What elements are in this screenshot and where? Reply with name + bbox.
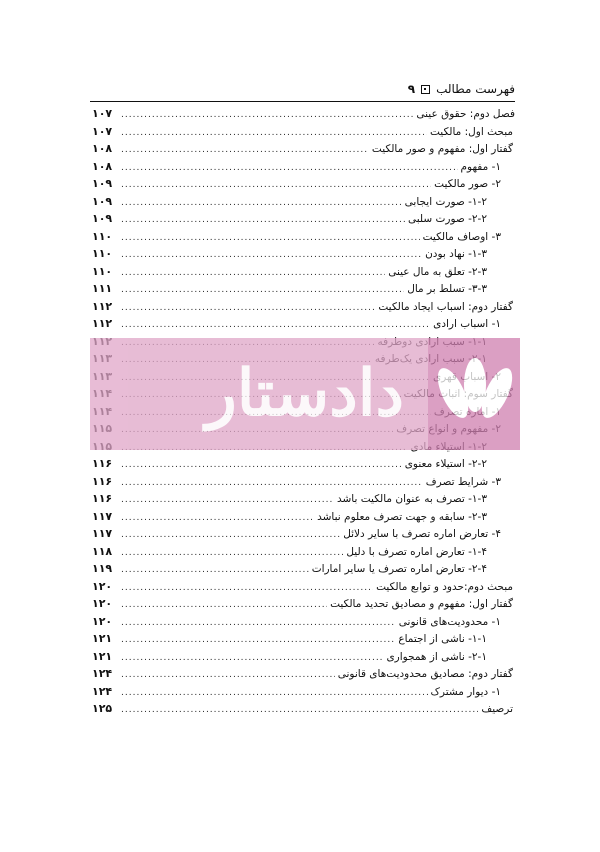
toc-leader-dots	[121, 580, 373, 598]
toc-entry-page: ۱۰۸	[92, 159, 113, 173]
toc-leader-dots	[121, 177, 431, 195]
toc-entry	[92, 490, 515, 508]
toc-entry-page: ۱۲۰	[92, 579, 113, 593]
toc-entry-page: ۱۰۹	[92, 194, 113, 208]
toc-entry-title: ۱-۴- تعارض اماره تصرف با دلیل	[346, 545, 487, 558]
toc-entry	[92, 210, 515, 228]
toc-entry-page: ۱۱۶	[92, 474, 113, 488]
toc-entry-title: ترصیف	[481, 703, 513, 715]
toc-entry	[92, 158, 515, 176]
toc-entry-title: ۱-۳- تصرف به عنوان مالکیت باشد	[336, 493, 487, 505]
toc-leader-dots	[121, 212, 405, 230]
toc-entry-title: ۱-۱- ناشی از اجتماع	[398, 633, 487, 645]
toc-entry-page: ۱۱۰	[92, 229, 113, 243]
publisher-watermark	[90, 338, 520, 450]
toc-entry-page: ۱۲۱	[92, 632, 113, 645]
toc-leader-dots	[121, 527, 340, 545]
toc-leader-dots	[121, 282, 404, 300]
toc-entry-page: ۱۱۶	[92, 457, 113, 470]
toc-entry-title: ۲-۲- صورت سلبی	[407, 213, 487, 225]
toc-leader-dots	[121, 562, 309, 580]
toc-entry-title: ۲-۳- سابقه و جهت تصرف معلوم نباشد	[317, 510, 487, 523]
header-rule	[90, 101, 515, 102]
toc-leader-dots	[121, 125, 427, 143]
toc-leader-dots	[121, 107, 413, 125]
toc-entry-page: ۱۲۴	[92, 684, 113, 698]
toc-entry-title: ۱- محدودیت‌های قانونی	[398, 615, 501, 628]
toc-leader-dots	[121, 475, 423, 493]
toc-leader-dots	[121, 492, 334, 510]
toc-entry-title: گفتار دوم: اسباب ایجاد مالکیت	[378, 300, 513, 313]
toc-entry	[92, 630, 515, 648]
toc-leader-dots	[121, 457, 402, 475]
toc-entry	[92, 105, 515, 123]
toc-entry-page: ۱۰۷	[92, 107, 113, 120]
toc-entry	[92, 665, 515, 683]
toc-entry-title: ۲-۴- تعارض اماره تصرف یا سایر امارات	[311, 563, 487, 575]
watermark-text: دادستار	[205, 356, 404, 431]
toc-leader-dots	[121, 265, 385, 283]
toc-entry	[92, 508, 515, 526]
page-header	[85, 78, 515, 100]
toc-entry-page: ۱۱۸	[92, 544, 113, 558]
toc-leader-dots	[121, 545, 343, 563]
toc-entry-title: ۳- شرایط تصرف	[425, 475, 501, 488]
toc-entry-page: ۱۱۷	[92, 509, 113, 523]
toc-entry-page: ۱۱۰	[92, 264, 113, 278]
toc-entry-page: ۱۱۲	[92, 317, 113, 330]
toc-entry	[92, 140, 515, 158]
toc-leader-dots	[121, 195, 402, 213]
toc-entry	[92, 245, 515, 263]
toc-entry-title: ۲-۱- ناشی از همجواری	[386, 650, 487, 663]
toc-entry	[92, 683, 515, 701]
toc-entry-page: ۱۰۹	[92, 177, 113, 190]
toc-entry-title: مبحث دوم:حدود و توابع مالکیت	[376, 580, 513, 593]
toc-entry-title: ۴- تعارض اماره تصرف با سایر دلائل	[343, 528, 501, 540]
toc-entry	[92, 578, 515, 596]
toc-leader-dots	[121, 685, 428, 703]
toc-entry	[92, 123, 515, 141]
toc-entry-page: ۱۲۰	[92, 597, 113, 610]
toc-entry-page: ۱۱۶	[92, 492, 113, 505]
toc-entry	[92, 298, 515, 316]
toc-entry-title: ۱-۳- نهاد بودن	[425, 248, 487, 260]
toc-entry-page: ۱۲۴	[92, 667, 113, 680]
toc-entry	[92, 595, 515, 613]
toc-leader-dots	[121, 615, 396, 633]
toc-entry	[92, 455, 515, 473]
toc-entry-page: ۱۰۹	[92, 212, 113, 225]
toc-entry-title: ۱- اسباب ارادی	[433, 318, 501, 330]
toc-entry	[92, 543, 515, 561]
toc-leader-dots	[121, 667, 335, 685]
toc-entry-page: ۱۱۰	[92, 247, 113, 260]
toc-entry-title: مبحث اول: مالکیت	[429, 125, 513, 138]
toc-entry	[92, 648, 515, 666]
header-title: فهرست مطالب	[436, 82, 515, 96]
toc-entry	[92, 473, 515, 491]
toc-entry	[92, 263, 515, 281]
toc-entry-title: ۲-۳- تعلق به مال عینی	[388, 265, 487, 278]
toc-entry-page: ۱۱۲	[92, 299, 113, 313]
toc-entry-title: ۱-۲- صورت ایجابی	[404, 195, 487, 208]
toc-entry-title: ۱- مفهوم	[460, 160, 501, 173]
toc-entry	[92, 193, 515, 211]
toc-entry-page: ۱۲۰	[92, 614, 113, 628]
watermark-logo	[428, 338, 520, 450]
toc-leader-dots	[121, 702, 478, 720]
toc-entry	[92, 228, 515, 246]
toc-entry-page: ۱۲۵	[92, 702, 113, 715]
toc-entry-title: ۳-۳- تسلط بر مال	[407, 283, 487, 295]
toc-entry-page: ۱۱۷	[92, 527, 113, 540]
toc-leader-dots	[121, 510, 314, 528]
toc-entry-page: ۱۰۸	[92, 142, 113, 155]
toc-leader-dots	[121, 230, 420, 248]
toc-entry-title: گفتار اول: مفهوم و صور مالکیت	[371, 143, 513, 155]
toc-entry	[92, 525, 515, 543]
toc-leader-dots	[121, 650, 383, 668]
toc-leader-dots	[121, 247, 422, 265]
toc-entry	[92, 175, 515, 193]
toc-entry-title: ۳- اوصاف مالکیت	[422, 230, 501, 243]
toc-entry	[92, 280, 515, 298]
toc-entry-title: گفتار دوم: مصادیق محدودیت‌های قانونی	[337, 668, 513, 680]
square-ornament-icon	[421, 85, 430, 94]
toc-entry-page: ۱۱۱	[92, 282, 113, 295]
toc-entry	[92, 315, 515, 333]
toc-leader-dots	[121, 300, 375, 318]
toc-leader-dots	[121, 160, 458, 178]
toc-entry-title: گفتار اول: مفهوم و مصادیق تحدید مالکیت	[330, 598, 513, 610]
toc-leader-dots	[121, 142, 369, 160]
toc-entry-page: ۱۲۱	[92, 649, 113, 663]
toc-entry-title: ۲- صور مالکیت	[434, 178, 501, 190]
toc-leader-dots	[121, 597, 327, 615]
toc-entry-page: ۱۱۹	[92, 562, 113, 575]
toc-leader-dots	[121, 317, 430, 335]
toc-entry-title: فصل دوم: حقوق عینی	[416, 108, 515, 120]
toc-entry	[92, 560, 515, 578]
toc-entry	[92, 613, 515, 631]
toc-entry-title: ۱- دیوار مشترک	[430, 685, 501, 698]
toc-entry-page: ۱۰۷	[92, 124, 113, 138]
toc-entry-title: ۲-۲- استیلاء معنوی	[404, 458, 487, 470]
toc-entry	[92, 700, 515, 718]
toc-leader-dots	[121, 632, 395, 650]
header-page-number: ۹	[407, 82, 416, 96]
